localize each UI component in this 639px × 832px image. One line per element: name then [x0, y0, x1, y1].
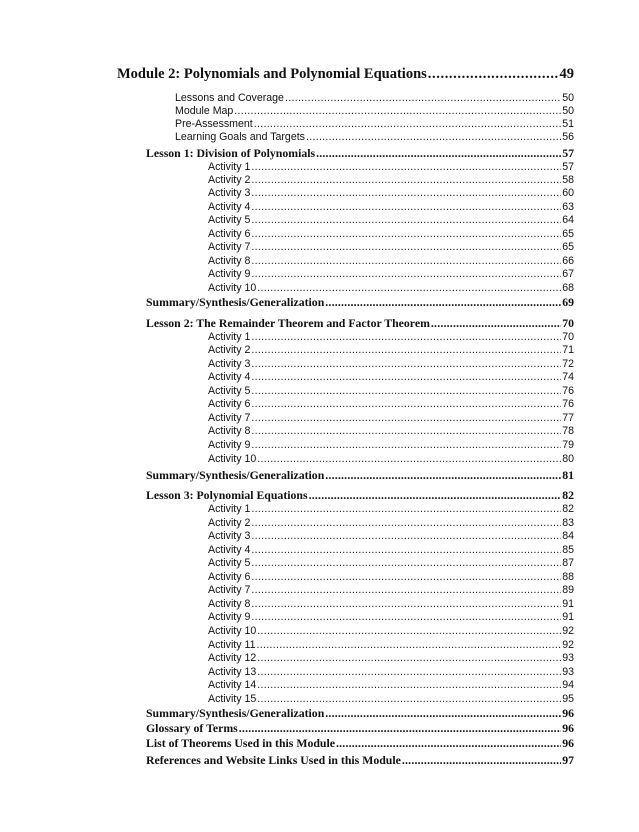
toc-entry-label: Activity 7	[208, 584, 251, 596]
toc-entry	[208, 570, 574, 584]
toc-page-number: 97	[562, 753, 574, 767]
toc-entry	[208, 516, 574, 530]
toc-entry-label: Activity 2	[208, 344, 251, 356]
toc-page-number: 76	[562, 398, 574, 410]
toc-leader-dots	[251, 610, 561, 624]
toc-leader-dots	[306, 130, 561, 144]
toc-page-number: 76	[562, 385, 574, 397]
toc-entry-label: Lesson 2: The Remainder Theorem and Factor Theorem	[146, 316, 430, 330]
toc-entry	[208, 543, 574, 557]
toc-entry	[146, 753, 574, 767]
toc-entry-label: Lesson 3: Polynomial Equations	[146, 488, 308, 502]
toc-leader-dots	[257, 678, 561, 692]
toc-leader-dots	[251, 160, 561, 174]
toc-entry-label: Activity 8	[208, 598, 251, 610]
toc-leader-dots	[251, 240, 561, 254]
toc-entry	[208, 610, 574, 624]
toc-entry-label: Learning Goals and Targets	[175, 131, 305, 143]
toc-entry	[208, 173, 574, 187]
toc-entry	[208, 597, 574, 611]
toc-leader-dots	[251, 529, 561, 543]
toc-leader-dots	[316, 146, 561, 160]
toc-page-number: 87	[562, 557, 574, 569]
toc-leader-dots	[257, 665, 561, 679]
toc-page-number: 77	[562, 412, 574, 424]
toc-entry	[208, 692, 574, 706]
toc-leader-dots	[251, 502, 561, 516]
toc-entry	[208, 438, 574, 452]
toc-entry	[175, 104, 574, 118]
toc-entry-label: Activity 8	[208, 255, 251, 267]
toc-entry	[208, 556, 574, 570]
toc-leader-dots	[251, 424, 561, 438]
toc-page-number: 96	[562, 721, 574, 735]
toc-page-number: 85	[562, 544, 574, 556]
toc-page-number: 66	[562, 255, 574, 267]
toc-entry	[208, 583, 574, 597]
toc-page-number: 69	[562, 295, 574, 309]
toc-page-number: 82	[562, 488, 574, 502]
toc-entry	[146, 468, 574, 482]
toc-entry-label: Activity 1	[208, 331, 251, 343]
toc-entry	[208, 678, 574, 692]
toc-entry-label: Activity 7	[208, 412, 251, 424]
toc-entry	[208, 665, 574, 679]
toc-leader-dots	[254, 117, 561, 131]
toc-page-number: 81	[562, 468, 574, 482]
toc-leader-dots	[251, 267, 561, 281]
toc-leader-dots	[257, 281, 561, 295]
toc-leader-dots	[325, 468, 561, 482]
toc-entry-label: Activity 12	[208, 652, 257, 664]
toc-page-number: 71	[562, 344, 574, 356]
toc-leader-dots	[257, 638, 562, 652]
toc-leader-dots	[251, 397, 561, 411]
toc-page-number: 88	[562, 571, 574, 583]
toc-entry-label: List of Theorems Used in this Module	[146, 736, 335, 750]
toc-page-number: 93	[562, 652, 574, 664]
toc-leader-dots	[336, 736, 561, 750]
toc-entry-label: Activity 8	[208, 425, 251, 437]
toc-page-number: 57	[562, 146, 574, 160]
toc-leader-dots	[251, 213, 561, 227]
toc-entry	[208, 200, 574, 214]
toc-entry	[208, 424, 574, 438]
toc-entry-label: Pre-Assessment	[175, 118, 253, 130]
toc-page-number: 91	[562, 611, 574, 623]
toc-leader-dots	[251, 556, 561, 570]
toc-leader-dots	[257, 452, 561, 466]
toc-page-number: 67	[562, 268, 574, 280]
toc-entry-label: Activity 9	[208, 268, 251, 280]
toc-page-number: 63	[562, 201, 574, 213]
toc-entry-label: References and Website Links Used in this Module	[146, 753, 401, 767]
toc-entry-label: Activity 5	[208, 557, 251, 569]
toc-entry	[175, 130, 574, 144]
toc-leader-dots	[251, 254, 561, 268]
toc-entry-label: Activity 6	[208, 228, 251, 240]
toc-entry-label: Activity 3	[208, 187, 251, 199]
toc-entry	[208, 651, 574, 665]
toc-page-number: 79	[562, 439, 574, 451]
toc-page-number: 84	[562, 530, 574, 542]
toc-entry-label: Activity 4	[208, 201, 251, 213]
toc-entry-label: Module Map	[175, 105, 234, 117]
toc-entry	[208, 267, 574, 281]
toc-entry-label: Summary/Synthesis/Generalization	[146, 295, 325, 309]
toc-entry-label: Activity 2	[208, 517, 251, 529]
toc-leader-dots	[428, 66, 559, 83]
toc-entry	[117, 66, 574, 83]
toc-entry	[208, 397, 574, 411]
toc-entry-label: Activity 13	[208, 666, 257, 678]
toc-entry	[208, 384, 574, 398]
toc-page-number: 50	[562, 105, 574, 117]
toc-entry	[146, 706, 574, 720]
toc-page-number: 65	[562, 228, 574, 240]
toc-entry-label: Activity 6	[208, 398, 251, 410]
toc-entry	[208, 343, 574, 357]
toc-leader-dots	[251, 583, 561, 597]
toc-entry-label: Activity 14	[208, 679, 257, 691]
toc-entry-label: Activity 5	[208, 214, 251, 226]
toc-entry-label: Activity 10	[208, 453, 257, 465]
toc-entry	[146, 295, 574, 309]
toc-entry	[208, 357, 574, 371]
toc-page-number: 74	[562, 371, 574, 383]
toc-page-number: 93	[562, 666, 574, 678]
toc-page-number: 72	[562, 358, 574, 370]
toc-leader-dots	[251, 516, 561, 530]
toc-page-number: 89	[562, 584, 574, 596]
toc-entry-label: Activity 11	[208, 639, 256, 651]
toc-leader-dots	[431, 316, 561, 330]
toc-entry	[208, 638, 574, 652]
toc-page-number: 58	[562, 174, 574, 186]
toc-leader-dots	[402, 753, 561, 767]
toc-entry-label: Activity 1	[208, 503, 251, 515]
toc-entry-label: Activity 7	[208, 241, 251, 253]
toc-leader-dots	[251, 438, 561, 452]
toc-entry-label: Activity 1	[208, 161, 251, 173]
toc-page-number: 95	[562, 693, 574, 705]
toc-entry	[175, 117, 574, 131]
toc-leader-dots	[325, 706, 561, 720]
toc-entry	[208, 370, 574, 384]
toc-entry-label: Activity 6	[208, 571, 251, 583]
toc-leader-dots	[251, 357, 561, 371]
toc-entry-label: Activity 10	[208, 625, 257, 637]
toc-entry-label: Summary/Synthesis/Generalization	[146, 706, 325, 720]
toc-entry	[146, 316, 574, 330]
toc-entry	[175, 91, 574, 105]
toc-page-number: 65	[562, 241, 574, 253]
toc-entry-label: Activity 3	[208, 530, 251, 542]
toc-page-number: 92	[562, 639, 574, 651]
toc-leader-dots	[285, 91, 561, 105]
toc-page-number: 96	[562, 706, 574, 720]
toc-leader-dots	[251, 370, 561, 384]
toc-page-number: 50	[562, 92, 574, 104]
toc-leader-dots	[234, 104, 561, 118]
toc-page-number: 70	[562, 316, 574, 330]
toc-leader-dots	[251, 570, 561, 584]
toc-page-number: 80	[562, 453, 574, 465]
toc-page-number: 51	[562, 118, 574, 130]
toc-entry-label: Activity 9	[208, 611, 251, 623]
toc-entry-label: Summary/Synthesis/Generalization	[146, 468, 325, 482]
toc-leader-dots	[251, 411, 561, 425]
toc-leader-dots	[257, 692, 561, 706]
toc-entry-label: Activity 15	[208, 693, 257, 705]
toc-leader-dots	[251, 227, 561, 241]
toc-leader-dots	[251, 543, 561, 557]
toc-leader-dots	[239, 721, 561, 735]
toc-entry	[208, 213, 574, 227]
toc-entry	[146, 488, 574, 502]
toc-entry	[208, 254, 574, 268]
toc-entry	[208, 330, 574, 344]
toc-leader-dots	[251, 384, 561, 398]
toc-entry-label: Glossary of Terms	[146, 721, 238, 735]
toc-page-number: 57	[562, 161, 574, 173]
toc-leader-dots	[251, 200, 561, 214]
toc-entry-label: Activity 5	[208, 385, 251, 397]
toc-page-number: 94	[562, 679, 574, 691]
toc-entry	[208, 502, 574, 516]
toc-entry-label: Activity 2	[208, 174, 251, 186]
toc-entry	[208, 529, 574, 543]
toc-entry-label: Activity 10	[208, 282, 257, 294]
toc-entry-label: Activity 3	[208, 358, 251, 370]
toc-entry	[208, 240, 574, 254]
toc-entry	[146, 146, 574, 160]
toc-entry-label: Module 2: Polynomials and Polynomial Equations	[117, 66, 427, 82]
toc-page-number: 92	[562, 625, 574, 637]
toc-page-number: 49	[559, 66, 574, 82]
toc-leader-dots	[251, 330, 561, 344]
toc-leader-dots	[309, 488, 562, 502]
toc-entry-label: Lessons and Coverage	[175, 92, 284, 104]
toc-page-number: 91	[562, 598, 574, 610]
toc-page-number: 82	[562, 503, 574, 515]
toc-page-number: 70	[562, 331, 574, 343]
toc-entry	[208, 411, 574, 425]
toc-entry-label: Lesson 1: Division of Polynomials	[146, 146, 316, 160]
toc-page-number: 60	[562, 187, 574, 199]
toc-entry	[208, 186, 574, 200]
toc-page-number: 78	[562, 425, 574, 437]
toc-leader-dots	[257, 651, 561, 665]
toc-entry	[208, 160, 574, 174]
toc-leader-dots	[251, 343, 561, 357]
toc-entry-label: Activity 9	[208, 439, 251, 451]
toc-page-number: 83	[562, 517, 574, 529]
toc-page-number: 68	[562, 282, 574, 294]
toc-leader-dots	[325, 295, 561, 309]
toc-page-number: 64	[562, 214, 574, 226]
toc-page-number: 56	[562, 131, 574, 143]
toc-entry-label: Activity 4	[208, 544, 251, 556]
toc-entry	[146, 721, 574, 735]
toc-leader-dots	[251, 186, 561, 200]
toc-leader-dots	[251, 597, 561, 611]
toc-entry	[208, 452, 574, 466]
toc-entry	[208, 624, 574, 638]
toc-page-number: 96	[562, 736, 574, 750]
toc-entry	[208, 281, 574, 295]
toc-leader-dots	[251, 173, 561, 187]
toc-entry	[146, 736, 574, 750]
toc-entry	[208, 227, 574, 241]
toc-leader-dots	[257, 624, 561, 638]
toc-entry-label: Activity 4	[208, 371, 251, 383]
